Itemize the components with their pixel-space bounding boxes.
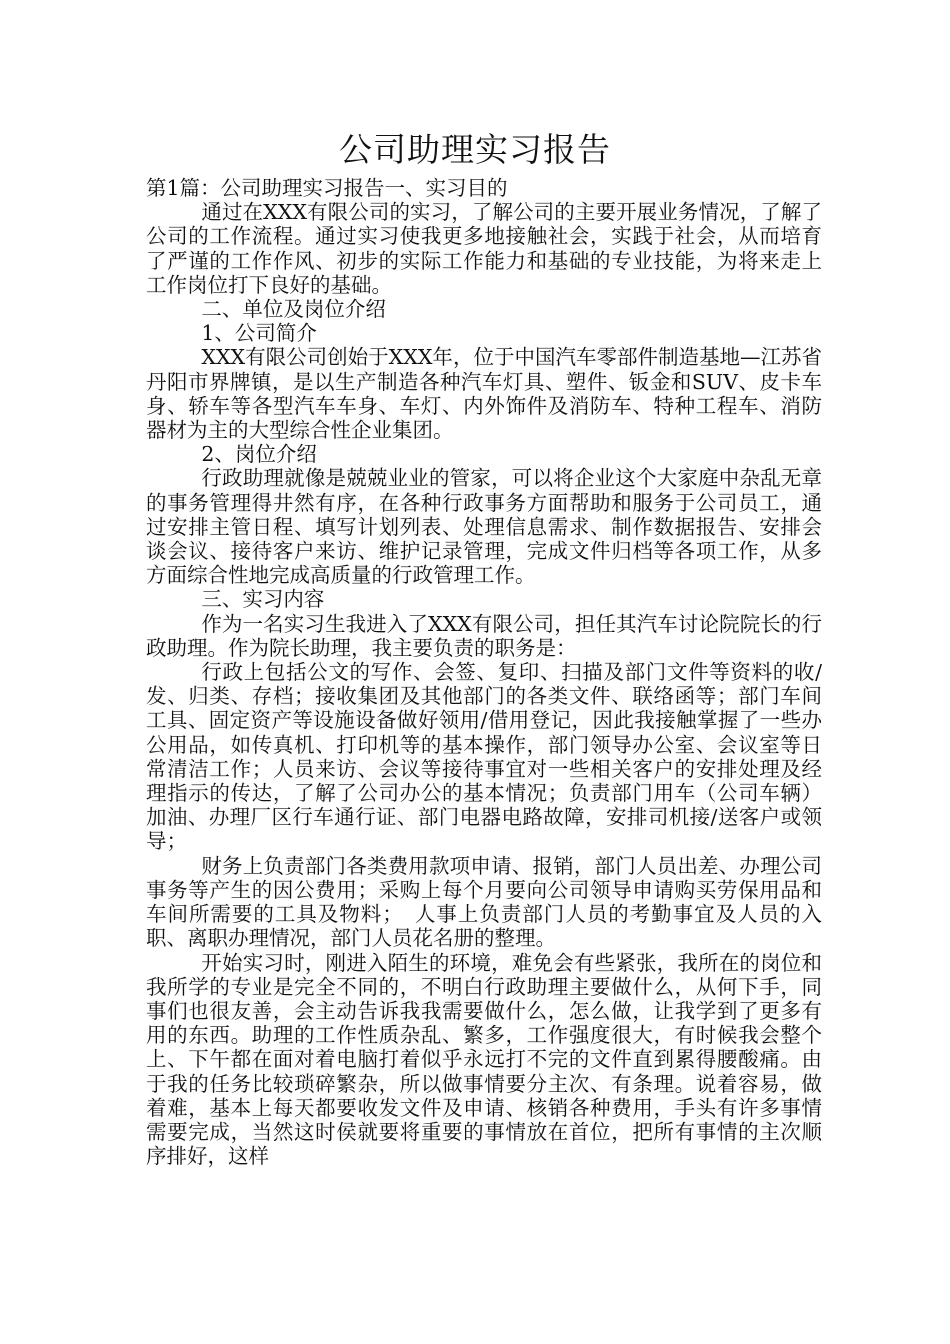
paragraph-finance: 财务上负责部门各类费用款项申请、报销，部门人员出差、办理公司事务等产生的因公费用；采购上每个月要向公司领导申请购买劳保用品和车间所需要的工具及物料； 人事上负责部门人员的考勤事宜及人员的入职、离职办理情况，部门人员花名册的整理。	[146, 853, 822, 951]
section-heading-content: 三、实习内容	[201, 587, 325, 612]
paragraph-experience: 开始实习时，刚进入陌生的环境，难免会有些紧张，我所在的岗位和我所学的专业是完全不同的，不明白行政助理主要做什么，从何下手，同事们也很友善，会主动告诉我我需要做什么，怎么做，让我学到了更多有用的东西。助理的工作性质杂乱、繁多，工作强度很大，有时候我会整个上、下午都在面对着电脑打着似乎永远打不完的文件直到累得腰酸痛。由于我的任务比较琐碎繁杂，所以做事情要分主次、有条理。说着容易，做着难，基本上每天都要收发文件及申请、核销各种费用，手头有许多事情需要完成，当然这时侯就要将重要的事情放在首位，把所有事情的主次顺序排好，这样	[146, 950, 822, 1169]
paragraph-company: XXX有限公司创始于XXX年，位于中国汽车零部件制造基地—江苏省丹阳市界牌镇，是以生产制造各种汽车灯具、塑件、钣金和SUV、皮卡车身、轿车等各型汽车车身、车灯、内外饰件及消防车、特种工程车、消防器材为主的大型综合性企业集团。	[146, 345, 822, 443]
subheading-company: 1、公司简介	[201, 321, 317, 346]
section-heading-purpose: 第1篇：公司助理实习报告一、实习目的	[146, 176, 508, 200]
paragraph-admin: 行政上包括公文的写作、会签、复印、扫描及部门文件等资料的收/发、归类、存档；接收集团及其他部门的各类文件、联络函等；部门车间工具、固定资产等设施设备做好领用/借用登记，因此我接触掌握了一些办公用品，如传真机、打印机等的基本操作，部门领导办公室、会议室等日常清洁工作；人员来访、会议等接待事宜对一些相关客户的安排处理及经理指示的传达，了解了公司办公的基本情况；负责部门用车（公司车辆）加油、办理厂区行车通行证、部门电器电路故障，安排司机接/送客户或领导；	[146, 660, 822, 854]
document-title: 公司助理实习报告	[339, 130, 611, 169]
paragraph-position: 行政助理就像是兢兢业业的管家，可以将企业这个大家庭中杂乱无章的事务管理得井然有序，在各种行政事务方面帮助和服务于公司员工，通过安排主管日程、填写计划列表、处理信息需求、制作数据报告、安排会谈会议、接待客户来访、维护记录管理，完成文件归档等各项工作，从多方面综合性地完成高质量的行政管理工作。	[146, 466, 822, 588]
paragraph-intro: 作为一名实习生我进入了XXX有限公司，担任其汽车讨论院院长的行政助理。作为院长助理，我主要负责的职务是：	[146, 611, 822, 660]
section-heading-unit: 二、单位及岗位介绍	[201, 297, 386, 322]
subheading-position: 2、岗位介绍	[201, 442, 317, 467]
document-body	[146, 176, 822, 1168]
paragraph-purpose: 通过在XXX有限公司的实习，了解公司的主要开展业务情况，了解了公司的工作流程。通过实习使我更多地接触社会，实践于社会，从而培育了严谨的工作作风、初步的实际工作能力和基础的专业技能，为将来走上工作岗位打下良好的基础。	[146, 200, 822, 297]
